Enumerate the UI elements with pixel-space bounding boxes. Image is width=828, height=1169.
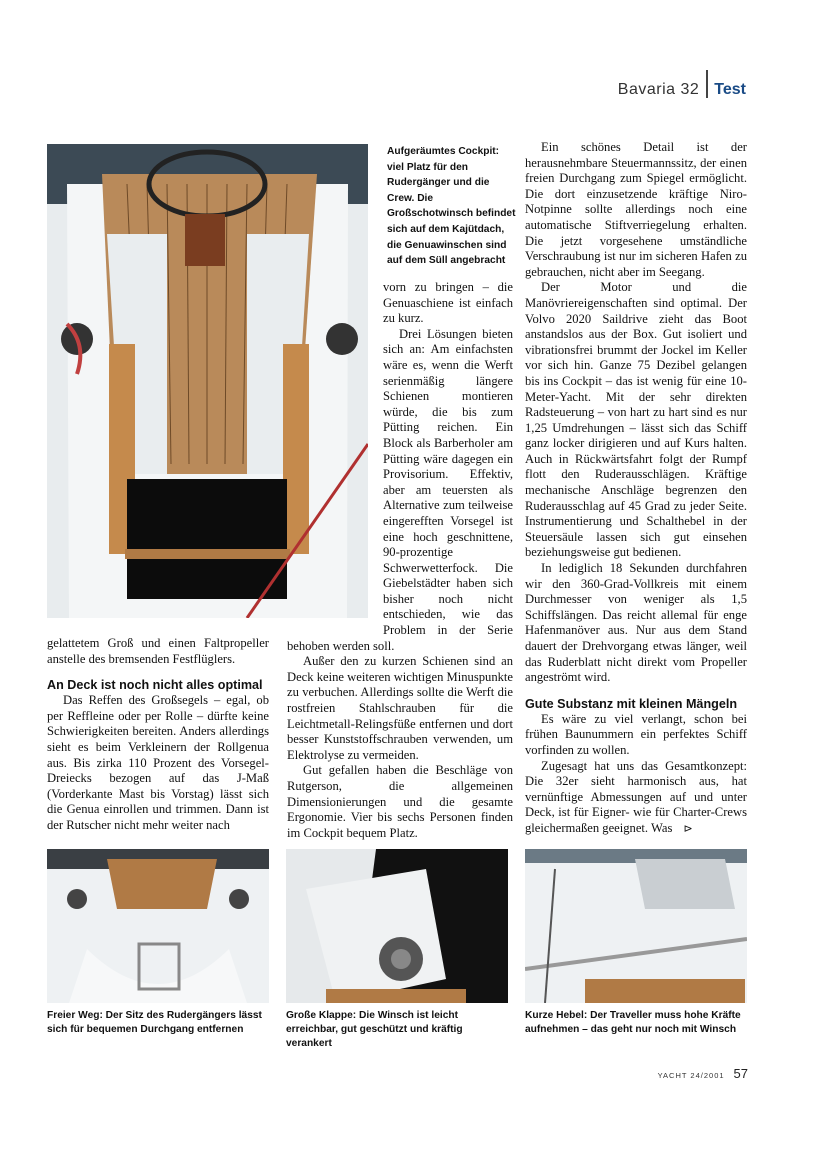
col2-paragraph-continued: vorn zu bringen – die Genuaschiene ist einfach zu kurz. xyxy=(383,280,513,326)
page-footer xyxy=(658,1066,748,1081)
col3-subheading: Gute Substanz mit kleinen Mängeln xyxy=(525,696,738,711)
column-2 xyxy=(287,280,513,841)
winch-hatch-image xyxy=(286,849,508,1003)
col3-paragraph-3: In lediglich 18 Sekunden durchfahren wir den 360-Grad-Vollkreis mit einem Durchmesser von weniger als 1,5 Schiffslängen. Das reicht allemal für enge Hafenmanöver aus. Nur aus dem Stand dauert der Drehvorgang etwas länger, weil das Ruderblatt nicht direkt vom Propeller angeströmt wird. xyxy=(525,561,747,685)
column-3 xyxy=(525,140,747,837)
header-model: Bavaria 32 xyxy=(617,81,700,98)
col3-paragraph-5-text: Zugesagt hat uns das Gesamtkonzept: Die 32er sieht harmonisch aus, hat vernünftige Abmessungen auf und unter Deck, ist für Eigner- wie für Charter-Crews gleichermaßen geeignet. Was xyxy=(525,758,747,835)
page-number: 57 xyxy=(733,1066,748,1081)
photo-traveller xyxy=(525,849,747,1003)
column-2-inner xyxy=(287,280,513,841)
col1-subheading: An Deck ist noch nicht alles optimal xyxy=(47,678,263,693)
col3-paragraph-1: Ein schönes Detail ist der herausnehmbare Steuermannssitz, der einen freien Durchgang zum Spiegel ermöglicht. Die dort einzusetzende kräftige Niro-Notpinne sollte allerdings noch eine automatische Stiftverriegelung erhalten. Die jetzt vorgesehene umständliche Verschraubung ist nur im sicheren Hafen zu gebrauchen, nicht aber im Seegang. xyxy=(525,140,747,279)
caption-helmsman-seat: Freier Weg: Der Sitz des Rudergängers lässt sich für bequemen Durchgang entfernen xyxy=(47,1010,262,1035)
column-1 xyxy=(47,636,269,834)
col2-paragraph-2: Außer den zu kurzen Schienen sind an Deck keine weiteren wichtigen Minuspunkte zu verbuchen. Allerdings sollte die Werft die rostfreien Stahlschrauben für die Leichtmetall-Relingsfüße entfernen und dort besser Kunststoffschrauben verwenden, um Elektrolyse zu vermeiden. xyxy=(287,654,513,762)
col3-paragraph-4: Es wäre zu viel verlangt, schon bei frühen Baunummern ein perfektes Schiff vorfinden zu wollen. xyxy=(525,711,747,757)
header-divider xyxy=(706,70,708,98)
caption-winch-hatch: Große Klappe: Die Winsch ist leicht erreichbar, gut geschützt und kräftig verankert xyxy=(286,1010,463,1049)
col1-paragraph: Das Reffen des Großsegels – egal, ob per Reffleine oder per Rolle – dürfte keine Schwierigkeiten bereiten. Anders allerdings sieht es beim Verkleinern der Rollgenua aus. Bis zirka 110 Prozent des Vorsegel-Dreiecks bezogen auf das J-Maß (Vorderkante Mast bis Vorstag) lässt sich die Genua einrollen und trimmen. Dann ist der Rutscher nicht mehr weiter nach xyxy=(47,693,269,832)
photo-wrap-spacer xyxy=(286,280,383,636)
photo-helmsman-seat xyxy=(47,849,269,1003)
col3-paragraph-5 xyxy=(525,759,747,837)
continue-arrow-icon: ⊳ xyxy=(683,821,693,835)
page-header xyxy=(618,76,746,104)
header-section: Test xyxy=(714,81,746,98)
traveller-image xyxy=(525,849,747,1003)
col1-paragraph-continued: gelattetem Groß und einen Faltpropeller anstelle des bremsenden Festflüglers. xyxy=(47,636,269,666)
main-photo-caption: Aufgeräumtes Cockpit: viel Platz für den Rudergänger und die Crew. Die Großschotwinsch befindet sich auf dem Kajütdach, die Genuawinschen sind auf dem Süll angebracht xyxy=(387,146,516,267)
col3-paragraph-2: Der Motor und die Manövriereigenschaften sind optimal. Der Volvo 2020 Saildrive zieht das Boot anstandslos aus der Box. Gut isoliert und vibrationsfrei brummt der Jockel im Keller vor sich hin. Ganze 75 Dezibel gelangen bis ins Cockpit – das ist wenig für eine 10-Meter-Yacht. Mit der sehr direkten Radsteuerung – von hart zu hart sind es nur 1,25 Umdrehungen – lässt sich das Schiff ganz locker dirigieren und auf Kurs halten. Auch in Rückwärtsfahrt folgt der Rumpf flott den Ruderausschlägen. Kräftige mechanische Anschläge begrenzen den Ruderausschlag auf 45 Grad zu jeder Seite. Instrumentierung und Schalthebel in der Steuersäule lassen sich gut einsehen beziehungsweise gut bedienen. xyxy=(525,280,747,560)
col2-paragraph-3: Gut gefallen haben die Beschläge von Rutgerson, die allgemeinen Dimensionierungen und die gesamte Ergonomie. Vier bis sechs Personen finden im Cockpit bequem Platz. xyxy=(287,763,513,840)
footer-magazine: YACHT 24/2001 xyxy=(657,1071,725,1080)
col2-paragraph-1: Drei Lösungen bieten sich an: Am einfachsten wäre es, wenn die Werft serienmäßig längere Schienen montieren würde, die bis zum Pütting reichen. Ein Block als Barberholer am Pütting wäre dagegen ein Provisorium. Effektiv, aber am teuersten als Alternative zum teilweise eingerefften Vorsegel ist eine hoch geschnittene, 90-prozentige Schwerwetterfock. Die Giebelstädter haben sich bisher noch nicht entschieden, wie das Problem in der Serie behoben werden soll. xyxy=(287,326,513,653)
caption-traveller: Kurze Hebel: Der Traveller muss hohe Kräfte aufnehmen – das geht nur noch mit Winsch xyxy=(525,1010,741,1035)
photo-winch-hatch xyxy=(286,849,508,1003)
helmsman-seat-image xyxy=(47,849,269,1003)
